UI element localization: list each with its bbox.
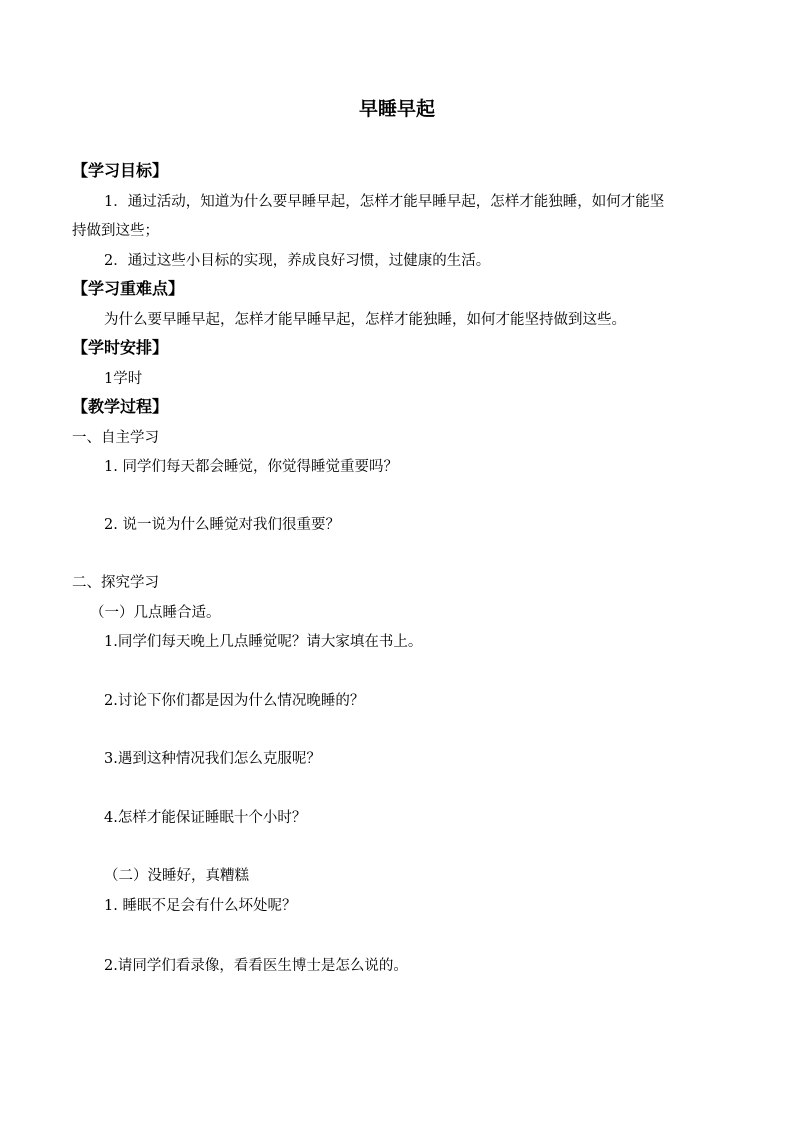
exploration-subsection-1-title: （一）几点睡合适。 [90, 605, 221, 621]
exploration-title: 二、探究学习 [72, 575, 159, 591]
self-study-question-2: 2. 说一说为什么睡觉对我们很重要？ [104, 517, 340, 533]
exploration-subsection-1-question-3: 3.遇到这种情况我们怎么克服呢？ [104, 751, 321, 767]
exploration-subsection-2-question-2: 2.请同学们看录像，看看医生博士是怎么说的。 [104, 958, 408, 974]
document-title: 早睡早起 [358, 98, 435, 120]
key-points-text: 为什么要早睡早起，怎样才能早睡早起，怎样才能独睡，如何才能坚持做到这些。 [104, 312, 626, 328]
exploration-subsection-1-question-2: 2.讨论下你们都是因为什么情况晚睡的？ [104, 693, 365, 709]
objective-item-1-line-2: 持做到这些； [72, 223, 159, 239]
objectives-heading: 【学习目标】 [72, 161, 169, 180]
key-points-heading: 【学习重难点】 [72, 279, 185, 298]
schedule-text: 1学时 [104, 371, 143, 387]
objective-item-2: 2．通过这些小目标的实现，养成良好习惯，过健康的生活。 [104, 253, 491, 269]
process-heading: 【教学过程】 [72, 397, 169, 416]
exploration-subsection-2-question-1: 1. 睡眠不足会有什么坏处呢？ [104, 898, 297, 914]
self-study-question-1: 1. 同学们每天都会睡觉，你觉得睡觉重要吗？ [104, 459, 398, 475]
exploration-subsection-1-question-1: 1.同学们每天晚上几点睡觉呢？请大家填在书上。 [104, 634, 423, 650]
self-study-title: 一、自主学习 [72, 430, 159, 446]
schedule-heading: 【学时安排】 [72, 338, 169, 357]
exploration-subsection-1-question-4: 4.怎样才能保证睡眠十个小时？ [104, 810, 307, 826]
exploration-subsection-2-title: （二）没睡好，真糟糕 [104, 868, 249, 884]
objective-item-1-line-1: 1．通过活动，知道为什么要早睡早起，怎样才能早睡早起，怎样才能独睡，如何才能坚 [104, 194, 665, 210]
